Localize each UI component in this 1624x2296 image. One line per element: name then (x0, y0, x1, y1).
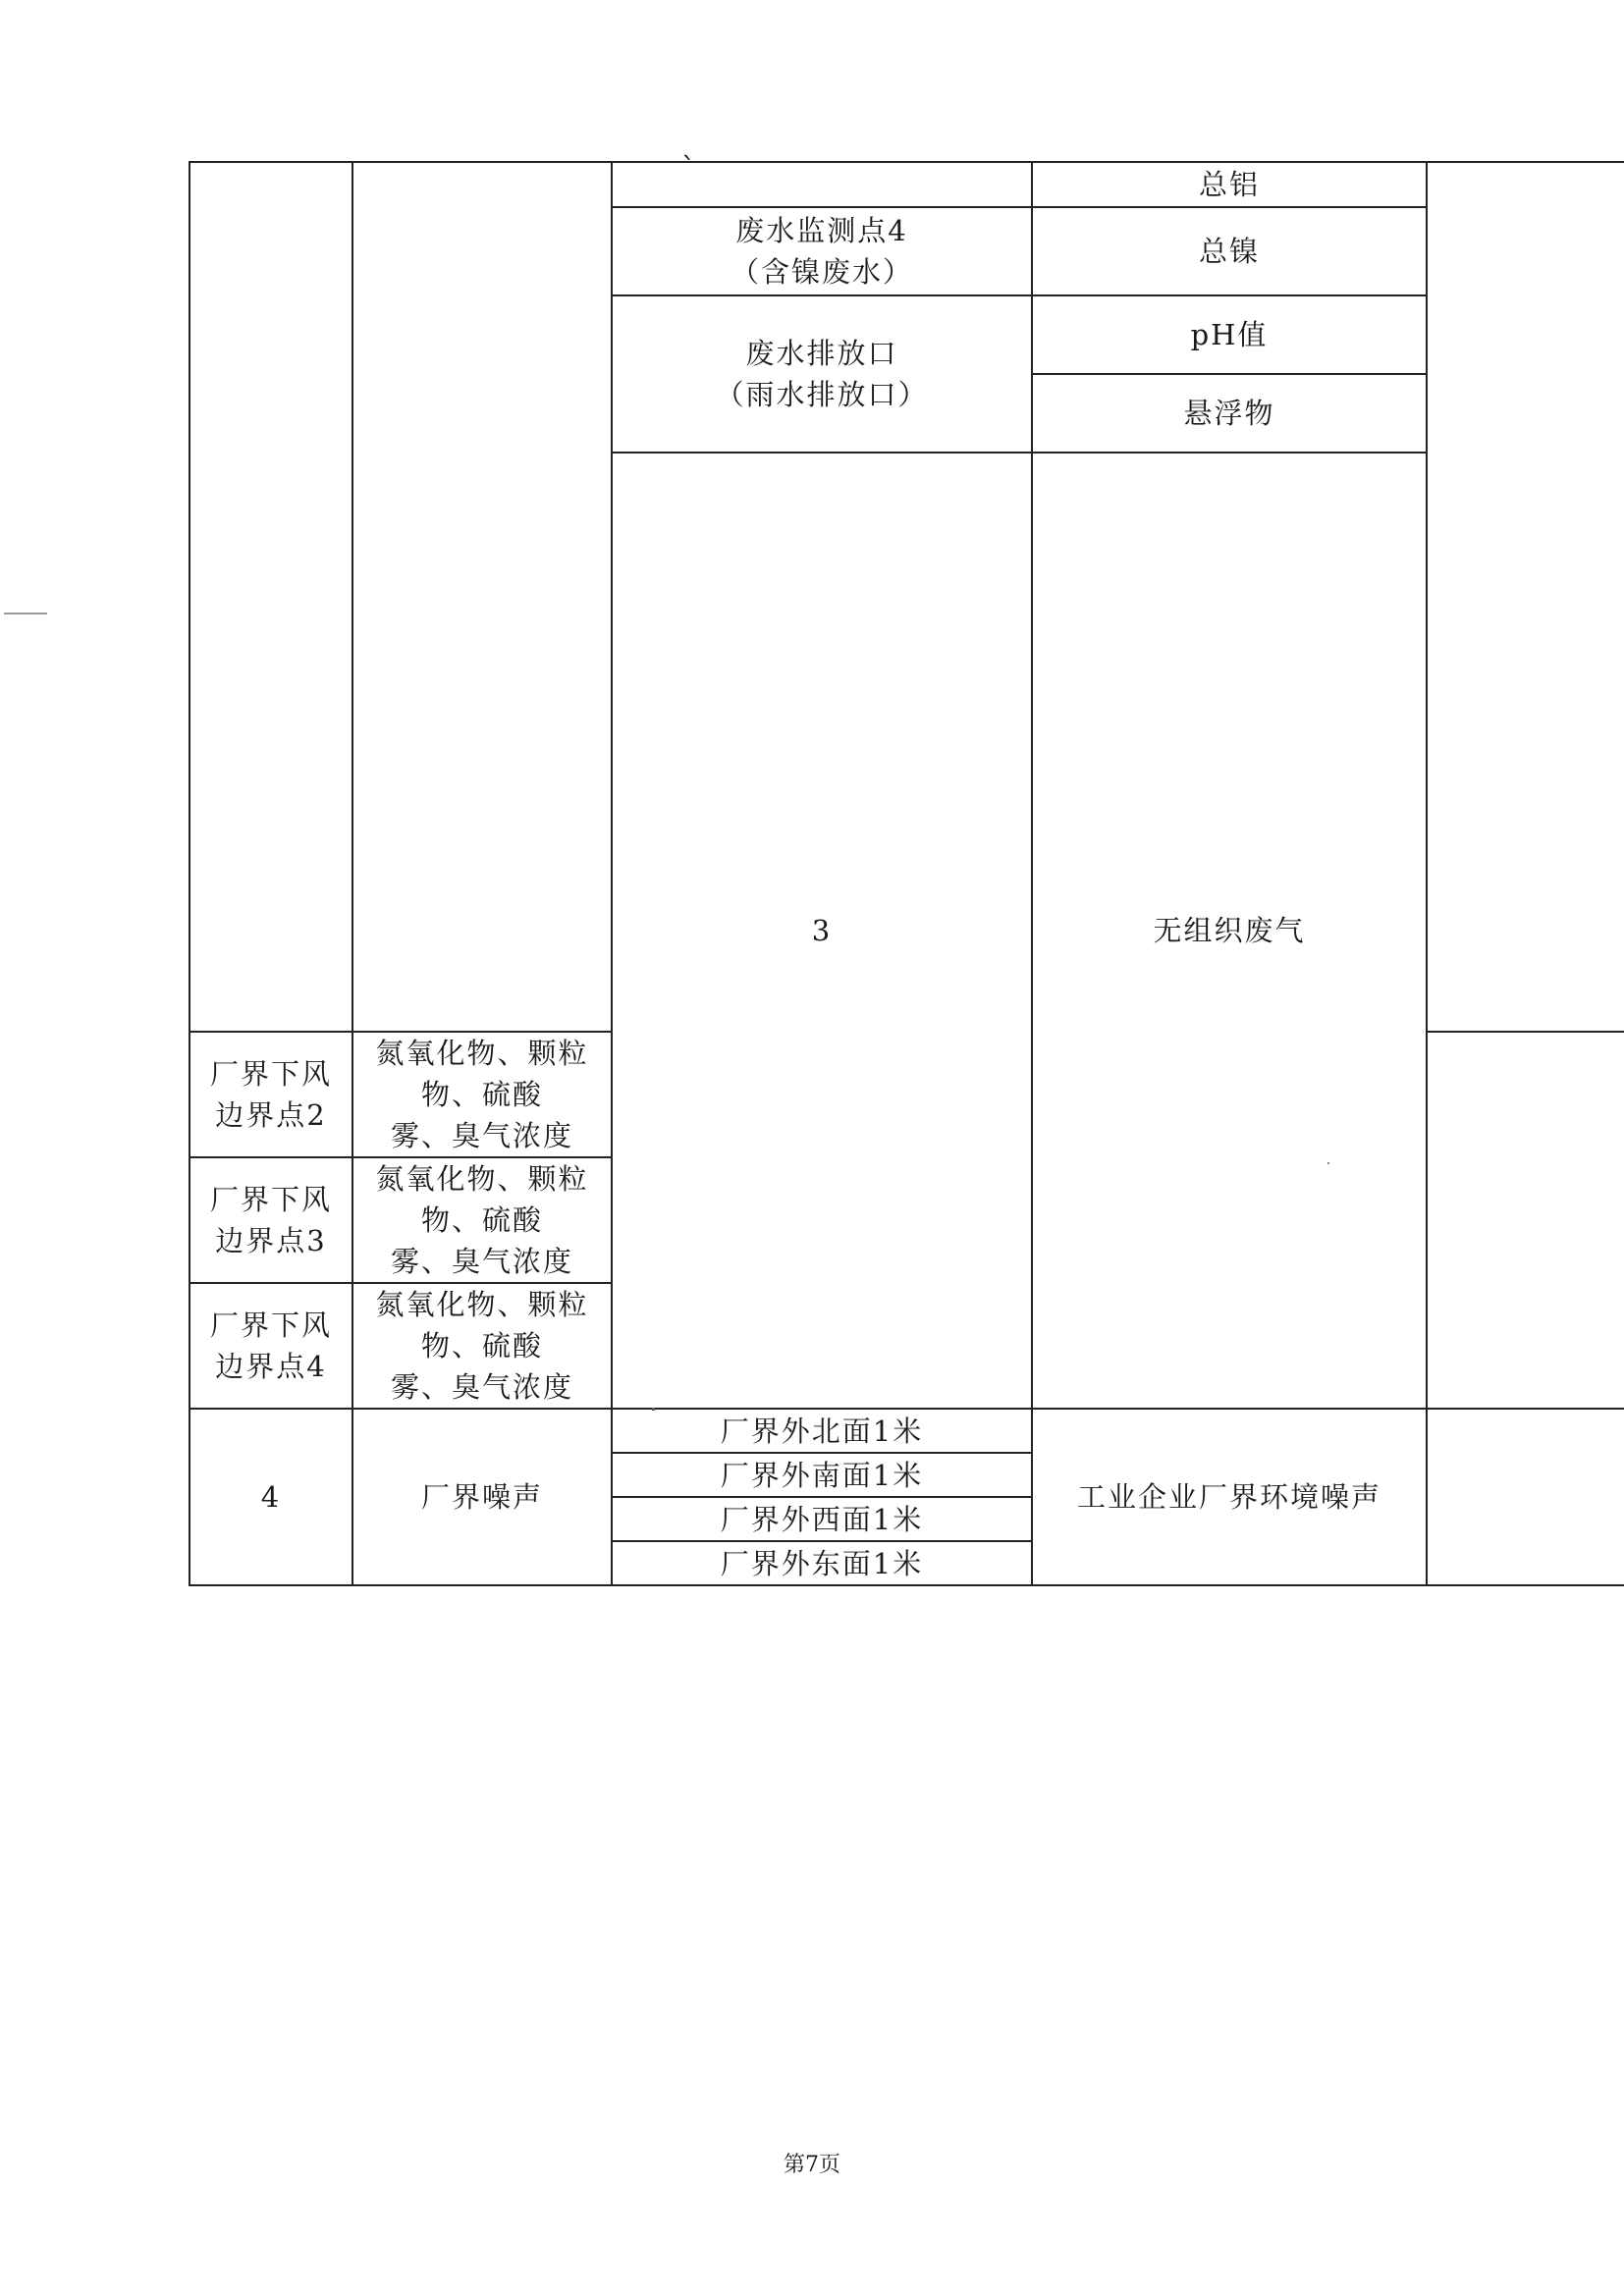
monitoring-point-cell: 厂界下风边界点3 (189, 1157, 352, 1283)
monitoring-point-cell-ni (612, 207, 1032, 295)
item-cell-suspended-solids: 悬浮物 (1032, 374, 1427, 453)
seq-cell-3: 3 (612, 453, 1032, 1409)
monitoring-point-cell: 厂界下风边界点4 (189, 1283, 352, 1409)
item-line: 氮氧化物、颗粒物、硫酸 (375, 1162, 589, 1237)
item-cell-total-nickel: 总镍 (1032, 207, 1427, 295)
monitoring-point-cell-outlet (612, 295, 1032, 453)
monitoring-point-cell: 厂界外西面1米 (612, 1497, 1032, 1541)
item-cell-total-aluminum: 总铝 (1032, 162, 1427, 207)
point-line: 废水监测点4 (735, 214, 908, 247)
item-cell-ph: pH值 (1032, 295, 1427, 374)
item-cell-gas (352, 1157, 612, 1283)
category-cell-empty (352, 162, 612, 1032)
scan-mark (1327, 1162, 1329, 1164)
item-cell-noise: 工业企业厂界环境噪声 (1032, 1409, 1427, 1585)
page-number: 第7页 (784, 2153, 840, 2177)
scan-mark (4, 613, 47, 614)
item-cell-gas (352, 1032, 612, 1157)
item-line: 雾、臭气浓度 (390, 1370, 573, 1404)
scan-mark (652, 1408, 655, 1411)
note-cell-empty (1427, 1409, 1624, 1585)
monitoring-point-cell: 厂界下风边界点2 (189, 1032, 352, 1157)
note-cell-empty (1427, 162, 1624, 1032)
point-line: （含镍废水） (730, 255, 913, 289)
monitoring-point-cell: 厂界外东面1米 (612, 1541, 1032, 1585)
monitoring-point-cell: ` (612, 162, 1032, 207)
monitoring-point-cell: 厂界外南面1米 (612, 1453, 1032, 1497)
item-line: 雾、臭气浓度 (390, 1119, 573, 1152)
seq-cell-empty (189, 162, 352, 1032)
monitoring-table (189, 151, 1624, 1586)
item-line: 氮氧化物、颗粒物、硫酸 (375, 1037, 589, 1111)
monitoring-point-cell: 厂界外北面1米 (612, 1409, 1032, 1453)
item-cell-gas (352, 1283, 612, 1409)
point-line: （雨水排放口） (715, 378, 929, 411)
point-line: 废水排放口 (745, 337, 898, 370)
item-line: 氮氧化物、颗粒物、硫酸 (375, 1288, 589, 1362)
item-line: 雾、臭气浓度 (390, 1245, 573, 1278)
category-cell-fugitive-gas: 无组织废气 (1032, 453, 1427, 1409)
category-cell-boundary-noise: 厂界噪声 (352, 1409, 612, 1585)
seq-cell-4: 4 (189, 1409, 352, 1585)
